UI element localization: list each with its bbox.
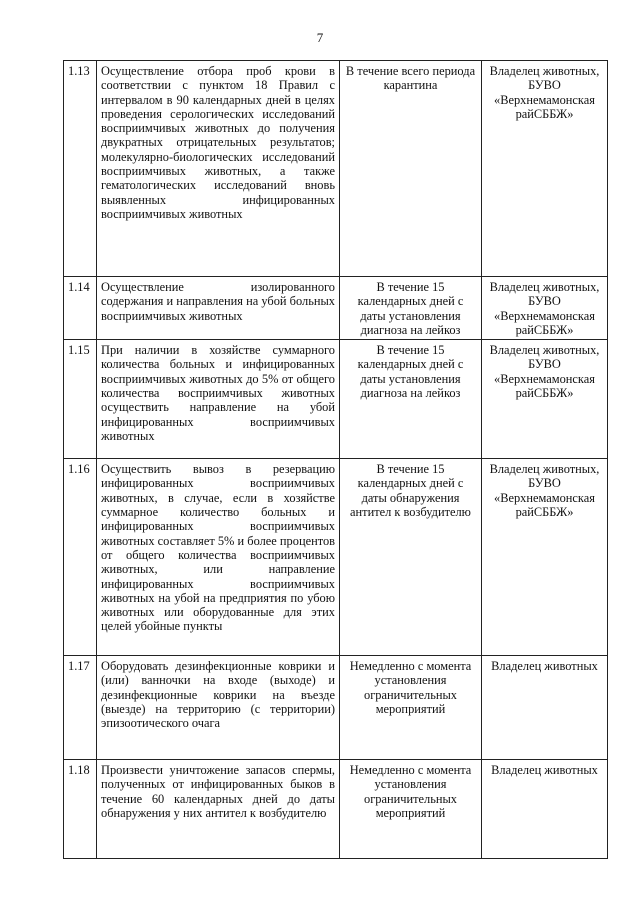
row-action: Произвести уничтожение запасов спермы, полученных от инфицированных быков в течение 60 календарных дней до даты обнаружения у них антител к возбудителю — [97, 760, 340, 859]
row-responsible: Владелец животных — [482, 656, 608, 760]
row-responsible: Владелец животных, БУВО «Верхнемамонская райСББЖ» — [482, 277, 608, 340]
row-number: 1.18 — [64, 760, 97, 859]
row-responsible: Владелец животных — [482, 760, 608, 859]
row-number: 1.15 — [64, 340, 97, 459]
table-row — [64, 760, 608, 859]
row-number: 1.17 — [64, 656, 97, 760]
table-row — [64, 277, 608, 340]
row-action: При наличии в хозяйстве суммарного количества больных и инфицированных восприимчивых животных до 5% от общего количества восприимчивых животных осуществить направление на убой инфицированных восприимчивых животных — [97, 340, 340, 459]
table-row — [64, 61, 608, 277]
page-number: 7 — [316, 30, 324, 45]
row-term: Немедленно с момента установления ограничительных мероприятий — [340, 760, 482, 859]
row-responsible: Владелец животных, БУВО «Верхнемамонская райСББЖ» — [482, 61, 608, 277]
row-term: В течение 15 календарных дней с даты установления диагноза на лейкоз — [340, 340, 482, 459]
row-action: Осуществить вывоз в резервацию инфицированных восприимчивых животных, в случае, если в хозяйстве суммарное количество больных и инфицированных восприимчивых животных составляет 5% и более процентов от общего количества восприимчивых животных, или направление инфицированных восприимчивых животных на убой на предприятия по убою животных или оборудованные для этих целей убойные пункты — [97, 459, 340, 656]
table-row — [64, 656, 608, 760]
row-responsible: Владелец животных, БУВО «Верхнемамонская райСББЖ» — [482, 459, 608, 656]
row-term: В течение всего периода карантина — [340, 61, 482, 277]
row-term: В течение 15 календарных дней с даты установления диагноза на лейкоз — [340, 277, 482, 340]
row-number: 1.13 — [64, 61, 97, 277]
row-action: Оборудовать дезинфекционные коврики и (или) ванночки на входе (выходе) и дезинфекционные коврики на въезде (выезде) на территорию (с территории) эпизоотического очага — [97, 656, 340, 760]
table-row — [64, 340, 608, 459]
row-action: Осуществление изолированного содержания и направления на убой больных восприимчивых животных — [97, 277, 340, 340]
row-number: 1.14 — [64, 277, 97, 340]
row-term: Немедленно с момента установления ограничительных мероприятий — [340, 656, 482, 760]
row-action: Осуществление отбора проб крови в соответствии с пунктом 18 Правил с интервалом в 90 календарных дней в целях проведения серологических исследований восприимчивых животных до получения двукратных отрицательных результатов; молекулярно-биологических исследований восприимчивых животных, а также гематологических исследований вновь выявленных инфицированных восприимчивых животных — [97, 61, 340, 277]
row-term: В течение 15 календарных дней с даты обнаружения антител к возбудителю — [340, 459, 482, 656]
measures-table — [63, 60, 608, 859]
table-row — [64, 459, 608, 656]
row-responsible: Владелец животных, БУВО «Верхнемамонская райСББЖ» — [482, 340, 608, 459]
row-number: 1.16 — [64, 459, 97, 656]
